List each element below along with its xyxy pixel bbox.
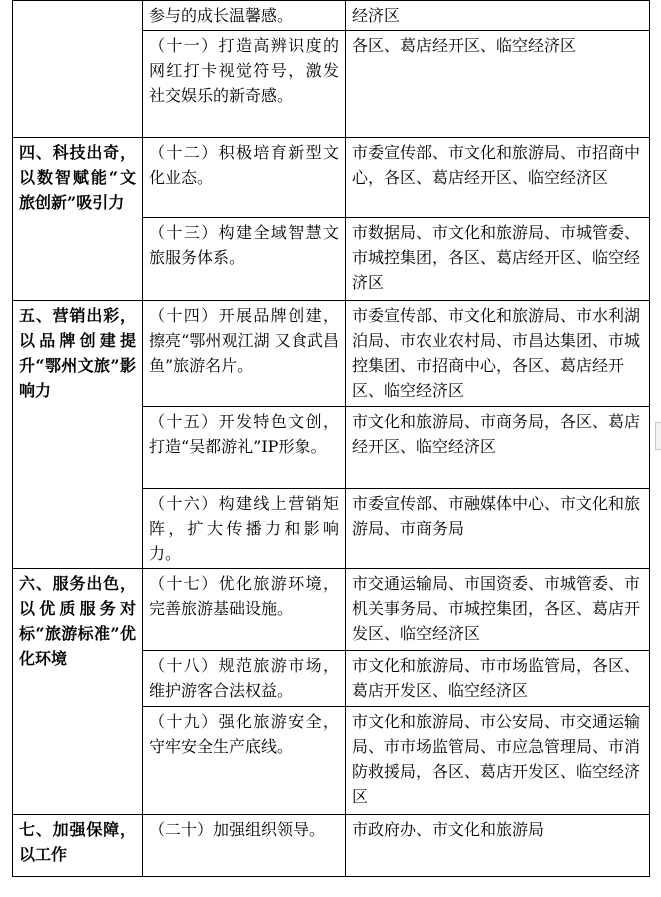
department-cell: 市文化和旅游局、市市场监管局，各区、葛店开发区、临空经济区 (346, 651, 650, 707)
department-cell: 市委宣传部、市文化和旅游局、市水利湖泊局、市农业农村局、市昌达集团、市城控集团、市招商中心，各区、葛店经开区、临空经济区 (346, 301, 650, 407)
task-cell: （十四）开展品牌创建，擦亮“鄂州观江湖 又食武昌鱼”旅游名片。 (143, 301, 346, 407)
category-cell: 七、加强保障，以工作 (13, 815, 143, 877)
department-cell: 市数据局、市文化和旅游局、市城管委、市城控集团，各区、葛店经开区、临空经济区 (346, 218, 650, 301)
department-cell: 市交通运输局、市国资委、市城管委、市机关事务局、市城控集团，各区、葛店开发区、临空经济区 (346, 569, 650, 651)
department-cell: 市委宣传部、市融媒体中心、市文化和旅游局、市商务局 (346, 489, 650, 569)
task-cell: （十五）开发特色文创，打造“吴都游礼”IP形象。 (143, 407, 346, 489)
department-cell: 市文化和旅游局、市商务局，各区、葛店经开区、临空经济区 (346, 407, 650, 489)
task-cell: （十七）优化旅游环境，完善旅游基础设施。 (143, 569, 346, 651)
category-cell: 四、科技出奇，以数智赋能“文旅创新”吸引力 (13, 138, 143, 301)
category-cell (13, 1, 143, 138)
page-scroll-marker[interactable] (655, 422, 661, 450)
department-cell: 市委宣传部、市文化和旅游局、市招商中心，各区、葛店经开区、临空经济区 (346, 138, 650, 218)
task-cell: （十八）规范旅游市场，维护游客合法权益。 (143, 651, 346, 707)
department-cell: 市政府办、市文化和旅游局 (346, 815, 650, 877)
table-row (13, 138, 650, 218)
task-cell: （十二）积极培育新型文化业态。 (143, 138, 346, 218)
department-cell: 经济区 (346, 1, 650, 31)
task-cell: （二十）加强组织领导。 (143, 815, 346, 877)
task-cell: （十一）打造高辨识度的网红打卡视觉符号，激发社交娱乐的新奇感。 (143, 31, 346, 138)
task-cell: 参与的成长温馨感。 (143, 1, 346, 31)
task-cell: （十三）构建全域智慧文旅服务体系。 (143, 218, 346, 301)
category-cell: 五、营销出彩，以品牌创建提升“鄂州文旅”影响力 (13, 301, 143, 569)
task-table (12, 0, 650, 877)
department-cell: 各区、葛店经开区、临空经济区 (346, 31, 650, 138)
table-row (13, 569, 650, 651)
department-cell: 市文化和旅游局、市公安局、市交通运输局、市市场监管局、市应急管理局、市消防救援局，各区、葛店开发区、临空经济区 (346, 707, 650, 815)
category-cell: 六、服务出色，以优质服务对标“旅游标准”优化环境 (13, 569, 143, 815)
table-row (13, 1, 650, 31)
table-row (13, 301, 650, 407)
table-row (13, 815, 650, 877)
task-cell: （十六）构建线上营销矩阵，扩大传播力和影响力。 (143, 489, 346, 569)
task-cell: （十九）强化旅游安全，守牢安全生产底线。 (143, 707, 346, 815)
